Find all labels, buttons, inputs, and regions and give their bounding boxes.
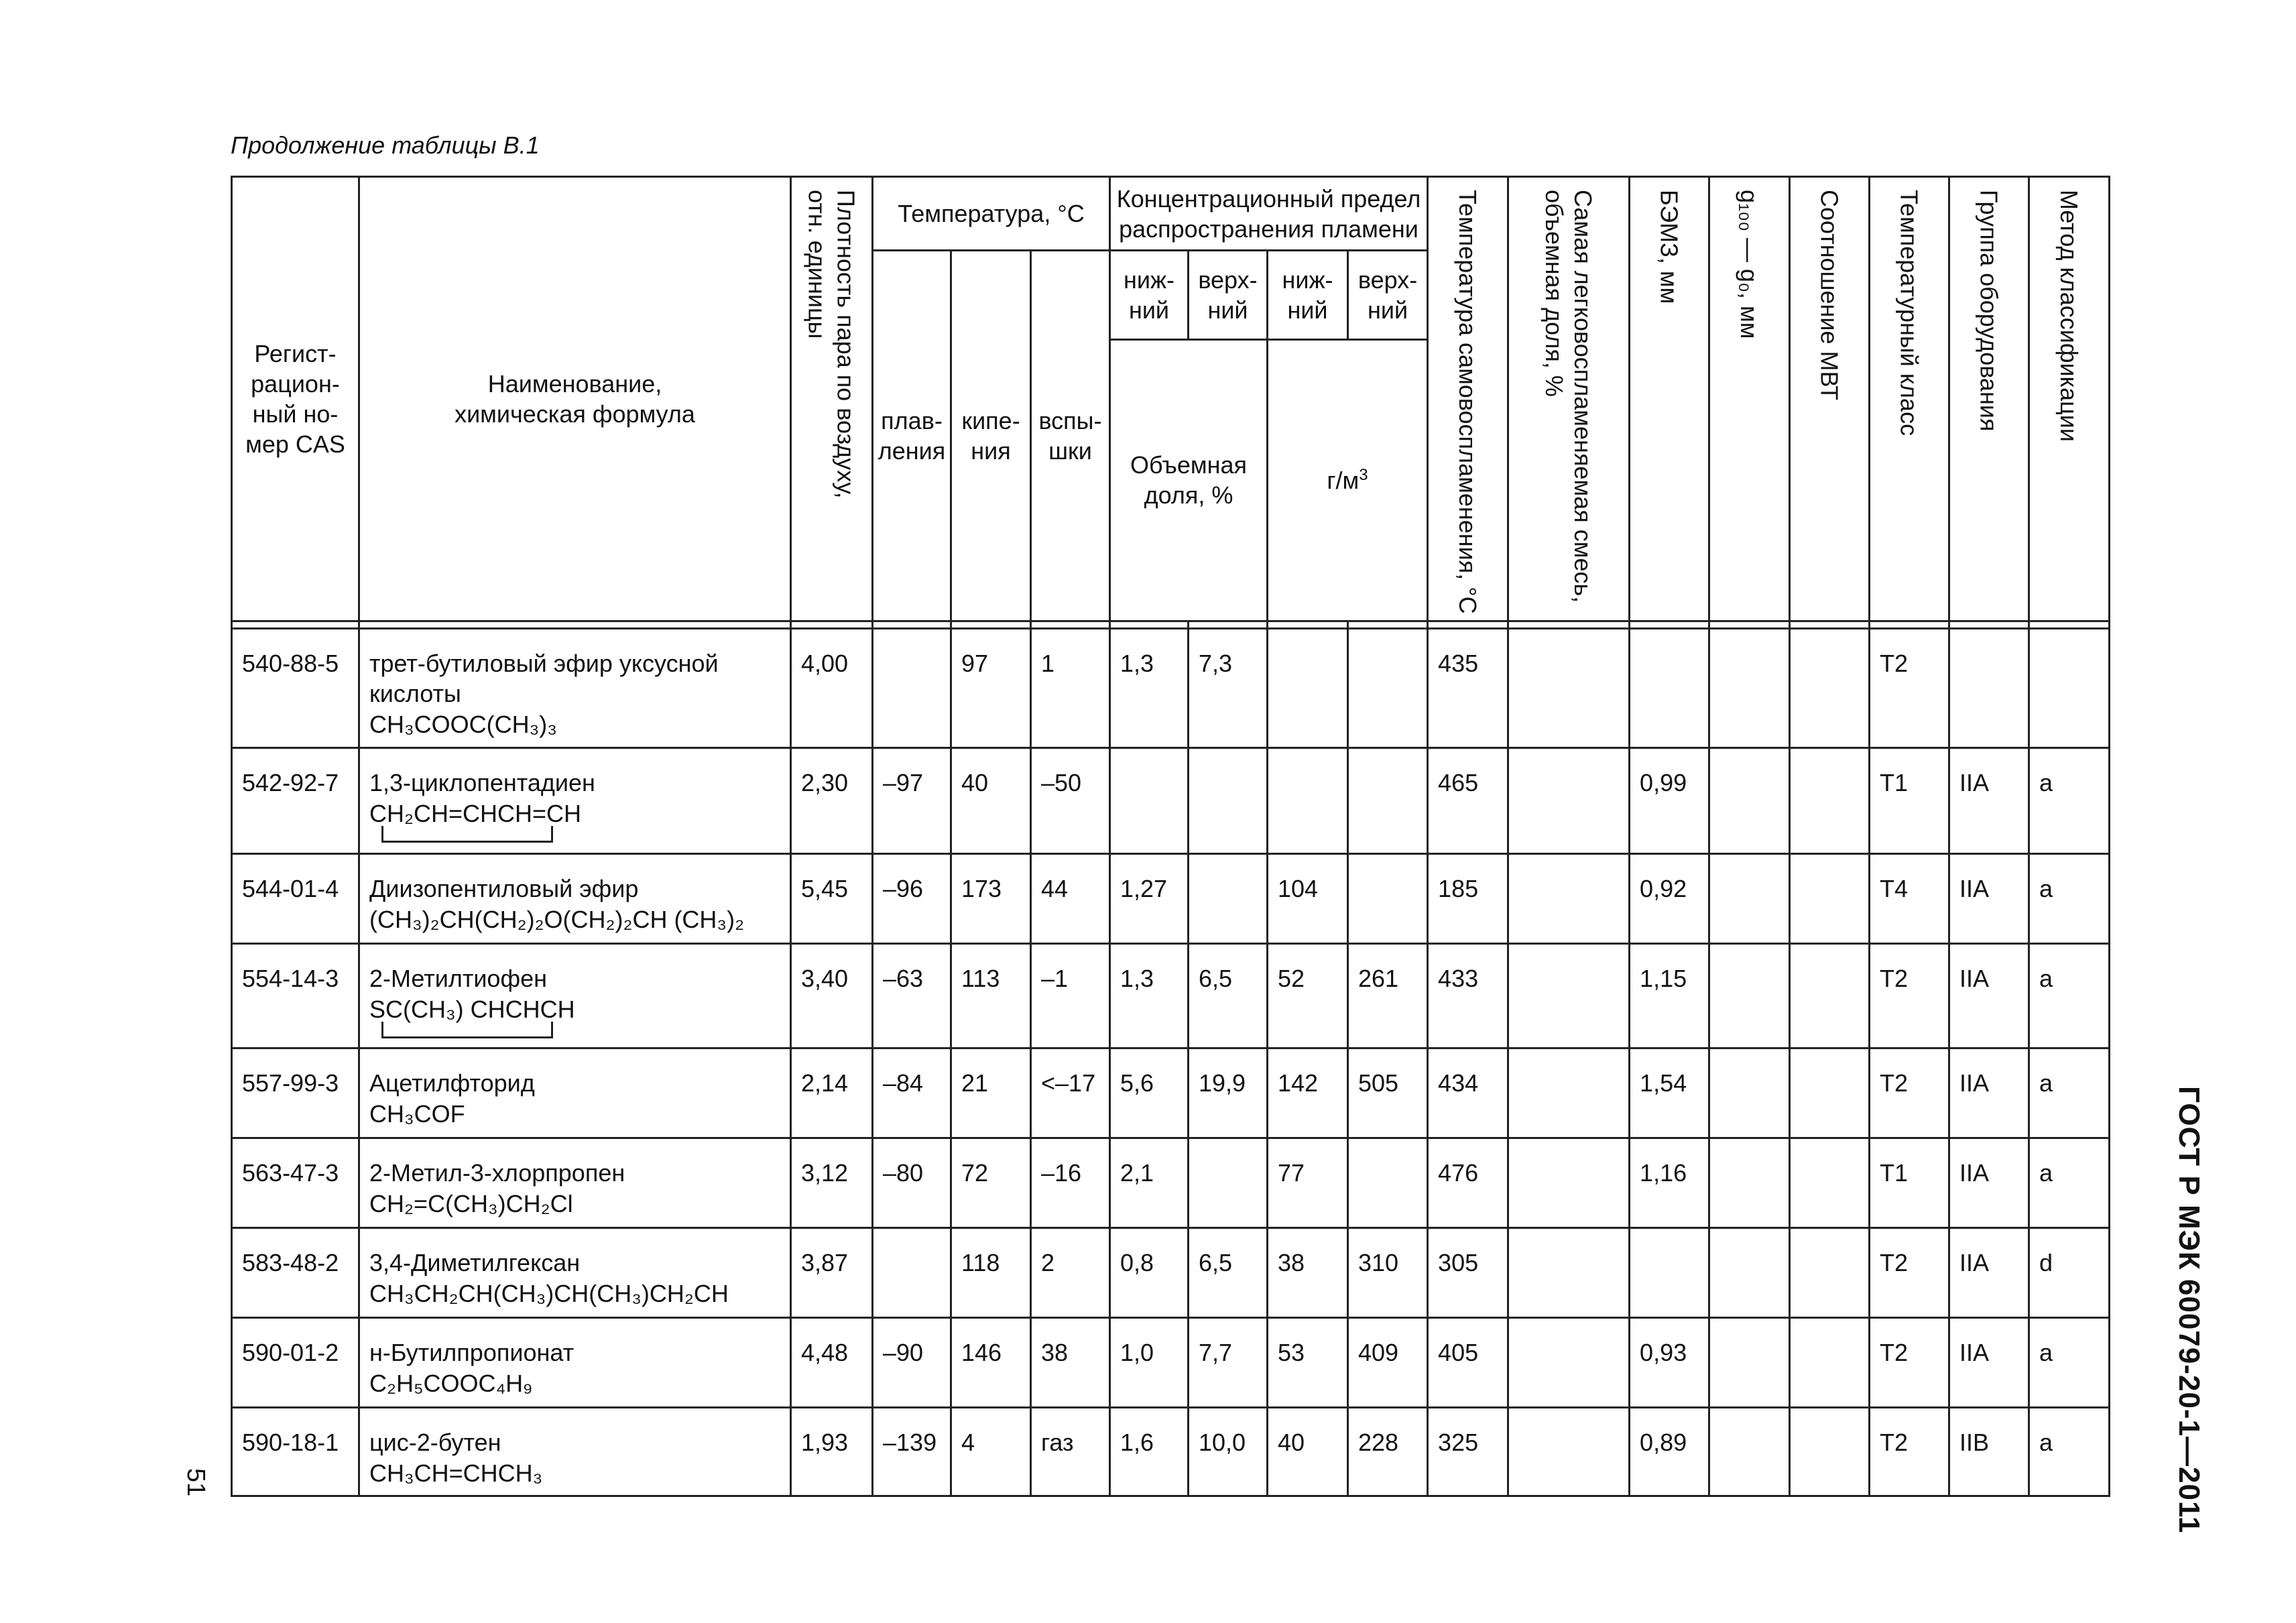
equip-group-cell: IIB: [1949, 1407, 2029, 1496]
chemical-formula: (CH₃)₂CH(CH₂)₂O(CH₂)₂CH (CH₃)₂: [369, 905, 745, 933]
melting-cell: [873, 628, 951, 747]
flash-cell: 2: [1031, 1227, 1110, 1317]
temp-class-cell: T4: [1870, 853, 1949, 943]
temp-class-cell: T2: [1870, 1407, 1949, 1496]
mesg-cell: 1,15: [1630, 943, 1709, 1048]
document-title: ГОСТ Р МЭК 60079-20-1—2011: [2173, 1086, 2206, 1534]
lower-vol-cell: [1110, 747, 1189, 853]
mic-cell: [1790, 1317, 1870, 1407]
cas-cell: 540-88-5: [232, 628, 359, 747]
table-row: [232, 853, 2110, 943]
name-cell: [359, 1227, 791, 1317]
lower-vol-cell: 2,1: [1110, 1138, 1189, 1227]
substance-name: 1,3-циклопентадиен: [369, 768, 595, 796]
density-cell: 2,14: [791, 1048, 873, 1138]
lower-vol-cell: 1,27: [1110, 853, 1189, 943]
name-cell: [359, 628, 791, 747]
chemical-formula: CH₃CH₂CH(CH₃)CH(CH₃)CH₂CH: [369, 1279, 729, 1307]
header-name: Наименование, химическая формула: [359, 177, 791, 621]
table-row: [232, 1407, 2110, 1496]
table-row: [232, 1138, 2110, 1227]
substance-name: Ацетилфторид: [369, 1069, 535, 1097]
mixture-cell: [1508, 1048, 1630, 1138]
mic-cell: [1790, 1138, 1870, 1227]
mixture-cell: [1508, 747, 1630, 853]
upper-vol-cell: 10,0: [1189, 1407, 1268, 1496]
mic-cell: [1790, 853, 1870, 943]
lower-g-cell: 53: [1268, 1317, 1348, 1407]
lower-g-cell: 38: [1268, 1227, 1348, 1317]
lower-vol-cell: 5,6: [1110, 1048, 1189, 1138]
melting-cell: [873, 1227, 951, 1317]
cas-cell: 590-01-2: [232, 1317, 359, 1407]
mixture-cell: [1508, 1138, 1630, 1227]
flash-cell: –16: [1031, 1138, 1110, 1227]
header-most-flammable: Самая легковоспламеняемая смесь, объемная доля, %: [1508, 177, 1630, 621]
lower-g-cell: 77: [1268, 1138, 1348, 1227]
table-row: [232, 628, 2110, 747]
method-cell: a: [2029, 1048, 2110, 1138]
mic-cell: [1790, 943, 1870, 1048]
g100-cell: [1709, 943, 1790, 1048]
flash-cell: газ: [1031, 1407, 1110, 1496]
header-equip-group: Группа оборудования: [1949, 177, 2029, 621]
melting-cell: –139: [873, 1407, 951, 1496]
name-cell: [359, 1048, 791, 1138]
header-g100: g₁₀₀ — g₀, мм: [1709, 177, 1790, 621]
mic-cell: [1790, 1048, 1870, 1138]
density-cell: 4,48: [791, 1317, 873, 1407]
upper-g-cell: [1348, 628, 1428, 747]
header-melting: плав- ления: [873, 251, 951, 621]
mic-cell: [1790, 747, 1870, 853]
chemical-formula: CH₃COOC(CH₃)₃: [369, 711, 557, 739]
autoignition-cell: 405: [1428, 1317, 1508, 1407]
mesg-cell: 0,89: [1630, 1407, 1709, 1496]
table-caption: Продолжение таблицы В.1: [231, 131, 540, 159]
equip-group-cell: [1949, 628, 2029, 747]
method-cell: a: [2029, 853, 2110, 943]
cas-cell: 563-47-3: [232, 1138, 359, 1227]
density-cell: 3,12: [791, 1138, 873, 1227]
header-vol-fraction: Объемная доля, %: [1110, 339, 1268, 621]
lower-vol-cell: 1,3: [1110, 943, 1189, 1048]
mixture-cell: [1508, 943, 1630, 1048]
substance-name: 2-Метилтиофен: [369, 964, 547, 992]
chemical-formula: CH₂CH=CHCH=CH: [369, 799, 582, 827]
chemical-formula: CH₃COF: [369, 1099, 465, 1128]
table-row: [232, 747, 2110, 853]
mixture-cell: [1508, 1227, 1630, 1317]
equip-group-cell: IIA: [1949, 747, 2029, 853]
page-number: 51: [182, 1468, 210, 1497]
lower-g-cell: 104: [1268, 853, 1348, 943]
temp-class-cell: T1: [1870, 747, 1949, 853]
density-cell: 3,87: [791, 1227, 873, 1317]
lower-g-cell: [1268, 628, 1348, 747]
autoignition-cell: 433: [1428, 943, 1508, 1048]
flash-cell: –50: [1031, 747, 1110, 853]
boiling-cell: 113: [951, 943, 1031, 1048]
upper-g-cell: 409: [1348, 1317, 1428, 1407]
density-cell: 3,40: [791, 943, 873, 1048]
method-cell: [2029, 628, 2110, 747]
upper-g-cell: 310: [1348, 1227, 1428, 1317]
temp-class-cell: T2: [1870, 628, 1949, 747]
autoignition-cell: 476: [1428, 1138, 1508, 1227]
upper-g-cell: 228: [1348, 1407, 1428, 1496]
cas-cell: 554-14-3: [232, 943, 359, 1048]
boiling-cell: 40: [951, 747, 1031, 853]
cas-cell: 590-18-1: [232, 1407, 359, 1496]
cas-cell: 557-99-3: [232, 1048, 359, 1138]
melting-cell: –63: [873, 943, 951, 1048]
header-density: Плотность пара по воздуху, отн. единицы: [791, 177, 873, 621]
data-table: [231, 176, 2110, 1497]
mesg-cell: 1,16: [1630, 1138, 1709, 1227]
mesg-cell: [1630, 628, 1709, 747]
chemical-formula: CH₃CH=CHCH₃: [369, 1459, 543, 1487]
name-cell: [359, 1317, 791, 1407]
chemical-formula: SC(CH₃) CHCHCH: [369, 995, 575, 1023]
g100-cell: [1709, 1138, 1790, 1227]
density-cell: 4,00: [791, 628, 873, 747]
mic-cell: [1790, 1227, 1870, 1317]
melting-cell: –96: [873, 853, 951, 943]
method-cell: a: [2029, 943, 2110, 1048]
melting-cell: –97: [873, 747, 951, 853]
upper-g-cell: 261: [1348, 943, 1428, 1048]
mesg-cell: 0,99: [1630, 747, 1709, 853]
header-lower-g: ниж- ний: [1268, 251, 1348, 340]
autoignition-cell: 325: [1428, 1407, 1508, 1496]
header-mic: Соотношение МВТ: [1790, 177, 1870, 621]
lower-g-cell: [1268, 747, 1348, 853]
header-method: Метод классификации: [2029, 177, 2110, 621]
equip-group-cell: IIA: [1949, 853, 2029, 943]
boiling-cell: 21: [951, 1048, 1031, 1138]
name-cell: [359, 1138, 791, 1227]
name-cell: [359, 943, 791, 1048]
upper-g-cell: [1348, 1138, 1428, 1227]
flash-cell: <–17: [1031, 1048, 1110, 1138]
boiling-cell: 173: [951, 853, 1031, 943]
density-cell: 2,30: [791, 747, 873, 853]
method-cell: a: [2029, 1407, 2110, 1496]
upper-g-cell: [1348, 747, 1428, 853]
equip-group-cell: IIA: [1949, 1317, 2029, 1407]
autoignition-cell: 434: [1428, 1048, 1508, 1138]
substance-name: 2-Метил-3-хлорпропен: [369, 1158, 625, 1187]
mixture-cell: [1508, 853, 1630, 943]
autoignition-cell: 435: [1428, 628, 1508, 747]
g100-cell: [1709, 1048, 1790, 1138]
header-conc-limit: Концентрационный предел распространения пламени: [1110, 177, 1428, 251]
equip-group-cell: IIA: [1949, 943, 2029, 1048]
header-lower-vol: ниж- ний: [1110, 251, 1189, 340]
method-cell: d: [2029, 1227, 2110, 1317]
boiling-cell: 97: [951, 628, 1031, 747]
header-boiling: кипе- ния: [951, 251, 1031, 621]
upper-vol-cell: 6,5: [1189, 943, 1268, 1048]
substance-name: цис-2-бутен: [369, 1428, 501, 1456]
header-autoignition: Температура самовоспламенения, °С: [1428, 177, 1508, 621]
header-cas: Регист- рацион- ный но- мер CAS: [232, 177, 359, 621]
mesg-cell: [1630, 1227, 1709, 1317]
upper-vol-cell: 6,5: [1189, 1227, 1268, 1317]
g100-cell: [1709, 853, 1790, 943]
header-mesg: БЭМЗ, мм: [1630, 177, 1709, 621]
upper-vol-cell: 7,3: [1189, 628, 1268, 747]
header-temperature: Температура, °С: [873, 177, 1110, 251]
density-cell: 5,45: [791, 853, 873, 943]
mixture-cell: [1508, 1317, 1630, 1407]
name-cell: [359, 853, 791, 943]
upper-vol-cell: 19,9: [1189, 1048, 1268, 1138]
mic-cell: [1790, 628, 1870, 747]
header-separator: [232, 621, 2110, 628]
lower-vol-cell: 0,8: [1110, 1227, 1189, 1317]
boiling-cell: 146: [951, 1317, 1031, 1407]
g100-cell: [1709, 1407, 1790, 1496]
cas-cell: 583-48-2: [232, 1227, 359, 1317]
mesg-cell: 0,93: [1630, 1317, 1709, 1407]
upper-g-cell: [1348, 853, 1428, 943]
method-cell: a: [2029, 1138, 2110, 1227]
lower-vol-cell: 1,6: [1110, 1407, 1189, 1496]
chemical-formula: CH₂=C(CH₃)CH₂Cl: [369, 1189, 573, 1217]
substance-name: 3,4-Диметилгексан: [369, 1248, 581, 1276]
autoignition-cell: 465: [1428, 747, 1508, 853]
density-cell: 1,93: [791, 1407, 873, 1496]
temp-class-cell: T1: [1870, 1138, 1949, 1227]
header-gm3: $г/м^3$: [1268, 339, 1428, 621]
lower-g-cell: 52: [1268, 943, 1348, 1048]
melting-cell: –80: [873, 1138, 951, 1227]
mesg-cell: 0,92: [1630, 853, 1709, 943]
header-temp-class: Температурный класс: [1870, 177, 1949, 621]
upper-vol-cell: [1189, 1138, 1268, 1227]
boiling-cell: 72: [951, 1138, 1031, 1227]
header-upper-vol: верх- ний: [1189, 251, 1268, 340]
lower-vol-cell: 1,3: [1110, 628, 1189, 747]
method-cell: a: [2029, 747, 2110, 853]
substance-name: Диизопентиловый эфир: [369, 874, 639, 902]
lower-g-cell: 40: [1268, 1407, 1348, 1496]
g100-cell: [1709, 628, 1790, 747]
cas-cell: 544-01-4: [232, 853, 359, 943]
header-upper-g: верх- ний: [1348, 251, 1428, 340]
table-row: [232, 1048, 2110, 1138]
upper-g-cell: 505: [1348, 1048, 1428, 1138]
flash-cell: 38: [1031, 1317, 1110, 1407]
g100-cell: [1709, 1227, 1790, 1317]
table-row: [232, 1227, 2110, 1317]
mixture-cell: [1508, 628, 1630, 747]
g100-cell: [1709, 1317, 1790, 1407]
substance-name: н-Бутилпропионат: [369, 1338, 575, 1366]
chemical-formula: C₂H₅COOC₄H₉: [369, 1369, 533, 1397]
temp-class-cell: T2: [1870, 1227, 1949, 1317]
upper-vol-cell: 7,7: [1189, 1317, 1268, 1407]
autoignition-cell: 185: [1428, 853, 1508, 943]
lower-vol-cell: 1,0: [1110, 1317, 1189, 1407]
equip-group-cell: IIA: [1949, 1138, 2029, 1227]
mesg-cell: 1,54: [1630, 1048, 1709, 1138]
table-row: [232, 943, 2110, 1048]
boiling-cell: 118: [951, 1227, 1031, 1317]
equip-group-cell: IIA: [1949, 1227, 2029, 1317]
table-row: [232, 1317, 2110, 1407]
upper-vol-cell: [1189, 747, 1268, 853]
flash-cell: 1: [1031, 628, 1110, 747]
name-cell: [359, 1407, 791, 1496]
melting-cell: –84: [873, 1048, 951, 1138]
temp-class-cell: T2: [1870, 1048, 1949, 1138]
mic-cell: [1790, 1407, 1870, 1496]
name-cell: [359, 747, 791, 853]
flash-cell: 44: [1031, 853, 1110, 943]
boiling-cell: 4: [951, 1407, 1031, 1496]
mixture-cell: [1508, 1407, 1630, 1496]
g100-cell: [1709, 747, 1790, 853]
temp-class-cell: T2: [1870, 943, 1949, 1048]
temp-class-cell: T2: [1870, 1317, 1949, 1407]
lower-g-cell: 142: [1268, 1048, 1348, 1138]
upper-vol-cell: [1189, 853, 1268, 943]
melting-cell: –90: [873, 1317, 951, 1407]
substance-name: трет-бутиловый эфир уксусной кислоты: [369, 649, 719, 708]
flash-cell: –1: [1031, 943, 1110, 1048]
cas-cell: 542-92-7: [232, 747, 359, 853]
method-cell: a: [2029, 1317, 2110, 1407]
equip-group-cell: IIA: [1949, 1048, 2029, 1138]
header-flash: вспы- шки: [1031, 251, 1110, 621]
autoignition-cell: 305: [1428, 1227, 1508, 1317]
